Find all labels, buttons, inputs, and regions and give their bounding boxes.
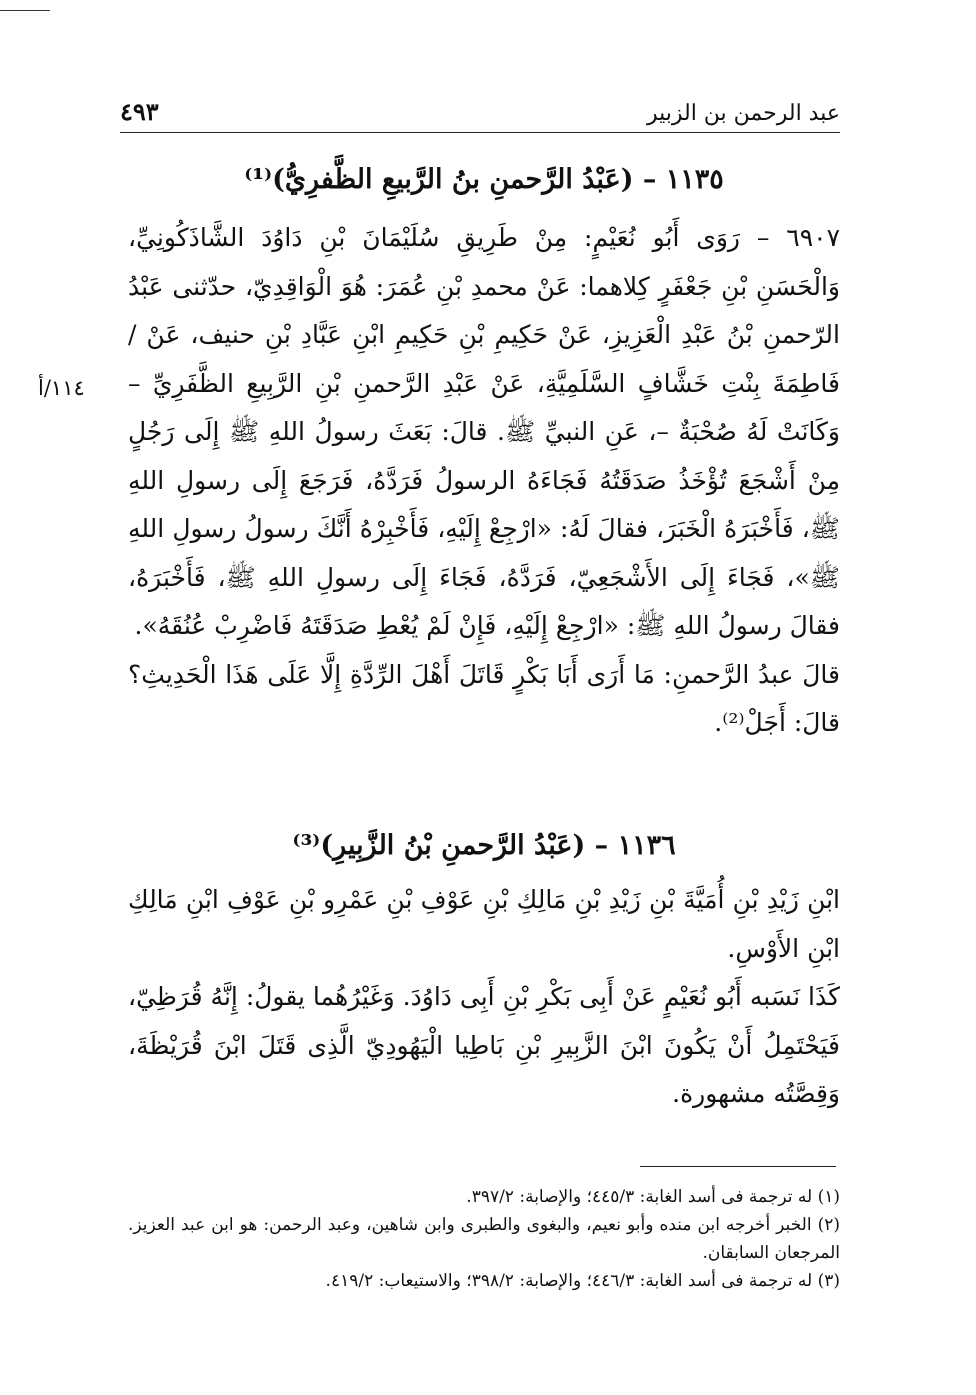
header-rule — [120, 132, 840, 133]
corner-mark — [0, 10, 50, 11]
entry-1136 — [128, 826, 840, 1119]
footnote-1: (١) له ترجمة فى أسد الغابة: ٤٤٥/٣؛ والإصابة: ٣٩٧/٢. — [466, 1187, 840, 1207]
page-number: ٤٩٣ — [120, 97, 159, 126]
entry-1135 — [128, 160, 840, 748]
lineage-paragraph: ابْنِ زَيْدِ بْنِ أُمَيَّةَ بْنِ زَيْدِ بْنِ مَالِكِ بْنِ عَوْفِ بْنِ عَمْرِو بْنِ عَوْفِ ابْنِ مَالِكِ ابْنِ الأَوْسِ. — [128, 885, 840, 963]
hadith-paragraph: ٦٩٠٧ – رَوَى أَبُو نُعَيْمٍ: مِنْ طَرِيقِ سُلَيْمَانَ بْنِ دَاوُدَ الشَّاذَكُونِيِّ، وَالْحَسَنِ بْنِ جَعْفَرٍ كِلاهما: عَنْ محمدِ بْنِ عُمَرَ: هُوَ الْوَاقِدِيّ، حدّثنى عَبْدُ الرّحمنِ بْنُ عَبْدِ الْعَزِيزِ، عَنْ حَكِيمِ بْنِ حَكِيمِ ابْنِ عَبَّادِ بْنِ حنيف، عَنْ / فَاطِمَةَ بِنْتِ خَشَّافٍ السَّلَمِيَّةِ، عَنْ عَبْدِ الرَّحمنِ بْنِ الرَّبِيعِ الظَّفَرِيِّ – وَكَانَتْ لَهُ صُحْبَةٌ –، عَنِ النبيِّ ﷺ. قالَ: بَعَثَ رسولُ اللهِ ﷺ إِلَى رَجُلٍ مِنْ أَشْجَعَ تُؤْخَذُ صَدَقَتُهُ فَجَاءَهُ الرسولُ فَرَدَّهُ، فَرَجَعَ إِلَى رسولِ اللهِ ﷺ، فَأَخْبَرَهُ الْخَبَرَ، فقالَ لَهُ: «ارْجِعْ إِلَيْهِ، فَأَخْبِرْهُ أَنَّكَ رسولُ رسولِ اللهِ ﷺ»، فَجَاءَ إِلَى الأَشْجَعِيّ، فَرَدَّهُ، فَجَاءَ إِلَى رسولِ اللهِ ﷺ، فَأَخْبَرَهُ، فقالَ رسولُ اللهِ ﷺ: «ارْجِعْ إِلَيْهِ، فَإِنْ لَمْ يُعْطِ صَدَقَتَهُ فَاضْرِبْ عُنُقَهُ». — [128, 223, 841, 640]
entry-heading: ١١٣٥ – (عَبْدُ الرَّحمنِ بنُ الرَّبيعِ الظَّفرِيُّ)⁽¹⁾ — [244, 164, 724, 195]
comment-paragraph: كَذَا نَسَبه أَبُو نُعَيْمٍ عَنْ أَبِى بَكْرِ بْنِ أَبِى دَاوُدَ. وَغَيْرُهُما يقولُ: إِنَّهُ قُرَظِيّ، فَيَحْتَمِلُ أَنْ يَكُونَ ابْنَ الزَّبِيرِ بْنِ بَاطِيا الْيَهُودِيّ الَّذِى قَتَلَ ابْنَ قُرَيْظَةَ، وَقِصَّتُه مشهورة. — [128, 982, 840, 1108]
footnote-rule — [640, 1166, 836, 1167]
page-header — [120, 92, 840, 126]
entry-heading: ١١٣٦ – (عَبْدُ الرَّحمنِ بْنُ الزَّبِيرِ)⁽³⁾ — [292, 830, 676, 861]
footnote-2: (٢) الخبر أخرجه ابن منده وأبو نعيم، والبغوى والطبرى وابن شاهين، وعبد الرحمن: هو ابن عبد العزيز. المرجعان السابقان. — [128, 1215, 840, 1263]
footnotes — [128, 1183, 840, 1295]
footnote-3: (٣) له ترجمة فى أسد الغابة: ٤٤٦/٣؛ والإصابة: ٣٩٨/٢؛ والاستيعاب: ٤١٩/٢. — [325, 1271, 840, 1291]
comment-paragraph: قالَ عبدُ الرَّحمنِ: مَا أَرَى أَبَا بَكْرٍ قَاتَلَ أَهْلَ الرِّدَّةِ إِلَّا عَلَى هَذَا الْحَدِيثِ؟ قالَ: أَجَلْ⁽²⁾. — [128, 659, 840, 737]
margin-folio-note: ١١٤/أ — [38, 376, 85, 400]
running-title: عبد الرحمن بن الزبير — [646, 101, 840, 126]
